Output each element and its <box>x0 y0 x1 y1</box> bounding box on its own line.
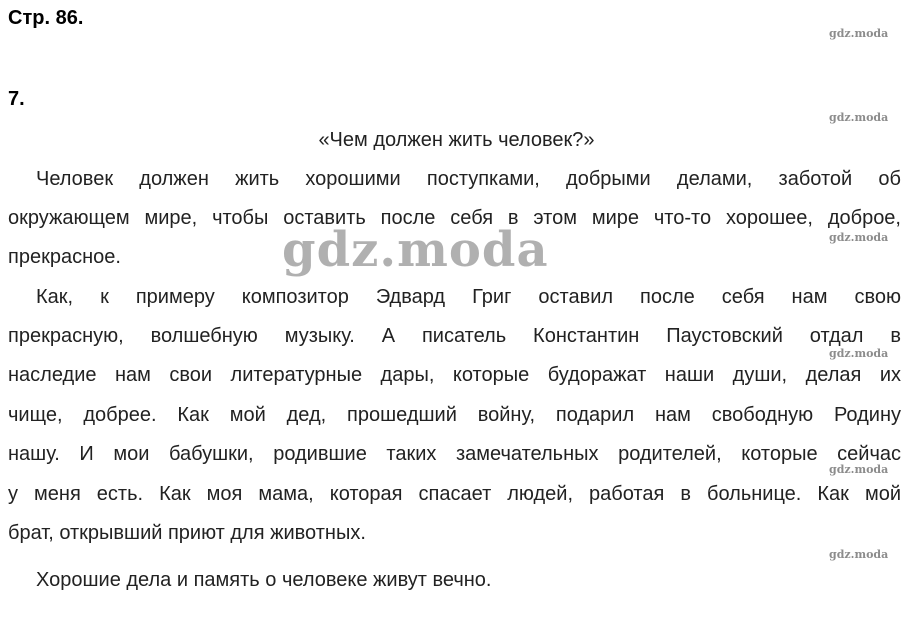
essay-title: «Чем должен жить человек?» <box>318 129 595 151</box>
watermark-small: gdz.moda <box>829 111 889 124</box>
watermark-small: gdz.moda <box>829 231 889 244</box>
text-line-1: Человек должен жить хорошими поступками, добрыми делами, заботой об <box>36 168 901 190</box>
text-line-2: окружающем мире, чтобы оставить после себя в этом мире что-то хорошее, доброе, <box>8 207 901 229</box>
text-line-10: брат, открывший приют для животных. <box>8 522 366 544</box>
text-line-5: прекрасную, волшебную музыку. А писатель Константин Паустовский отдал в <box>8 325 901 347</box>
text-line-8: нашу. И мои бабушки, родившие таких замечательных родителей, которые сейчас <box>8 443 901 465</box>
text-line-9: у меня есть. Как моя мама, которая спасает людей, работая в больнице. Как мой <box>8 483 901 505</box>
watermark-large: gdz.moda <box>282 222 549 278</box>
text-line-6: наследие нам свои литературные дары, которые будоражат наши души, делая их <box>8 364 901 386</box>
text-line-3: прекрасное. <box>8 246 121 268</box>
watermark-small: gdz.moda <box>829 463 889 476</box>
watermark-small: gdz.moda <box>829 548 889 561</box>
task-number: 7. <box>8 88 25 110</box>
watermark-small: gdz.moda <box>829 27 889 40</box>
page-number: Стр. 86. <box>8 7 84 29</box>
text-line-7: чище, добрее. Как мой дед, прошедший войну, подарил нам свободную Родину <box>8 404 901 426</box>
text-line-4: Как, к примеру композитор Эдвард Григ оставил после себя нам свою <box>36 286 901 308</box>
watermark-small: gdz.moda <box>829 347 889 360</box>
text-line-11: Хорошие дела и память о человеке живут вечно. <box>36 569 492 591</box>
